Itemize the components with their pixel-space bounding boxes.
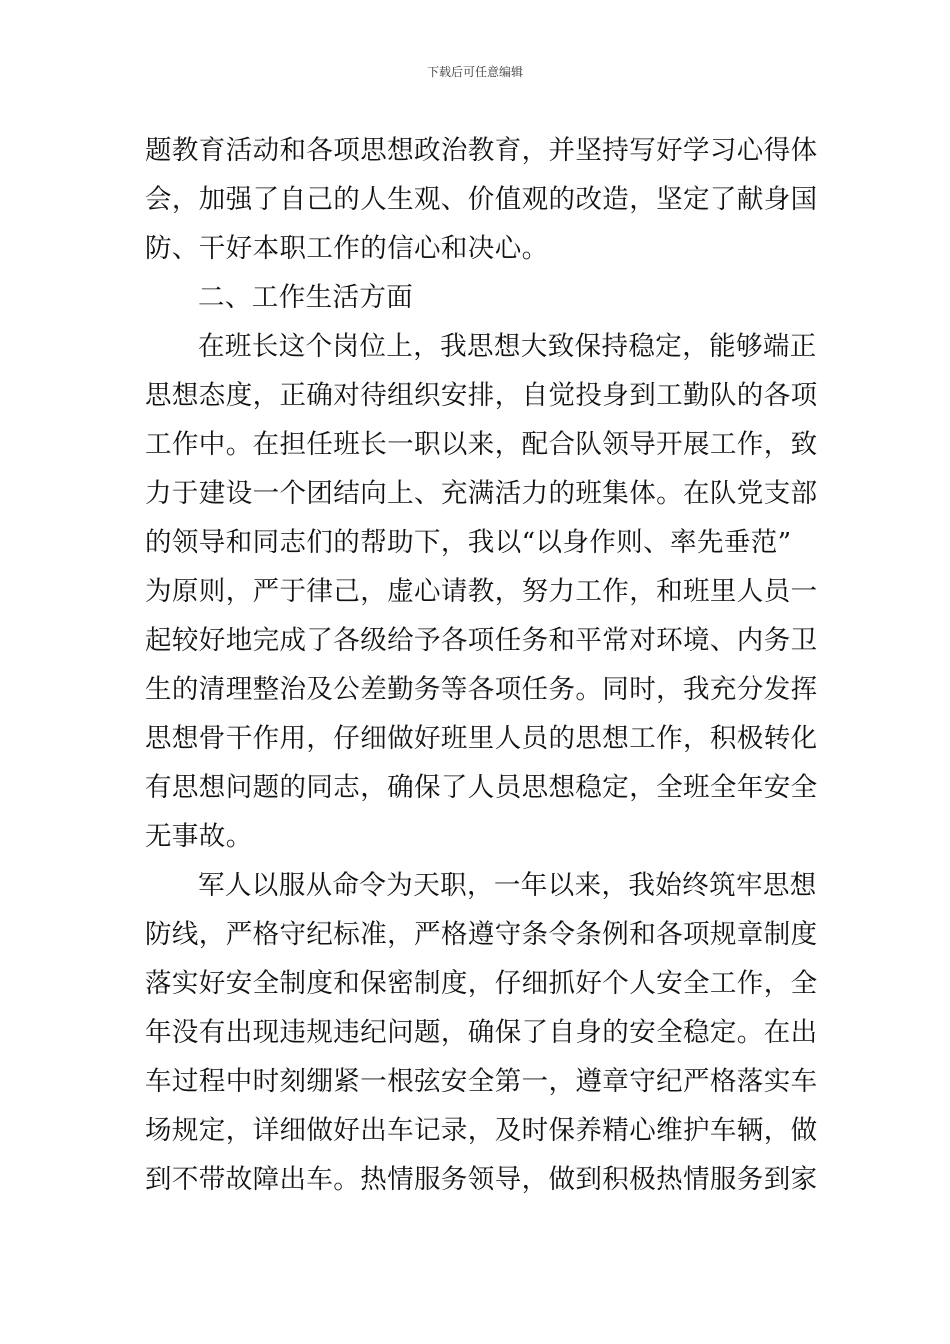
text-line: 题教育活动和各项思想政治教育，并坚持写好学习心得体 [145,135,818,166]
text-line: 有思想问题的同志，确保了人员思想稳定，全班全年安全 [145,772,818,803]
text-line: 落实好安全制度和保密制度，仔细抓好个人安全工作，全 [145,968,818,999]
text-line: 力于建设一个团结向上、充满活力的班集体。在队党支部 [145,478,818,509]
text-line: 会，加强了自己的人生观、价值观的改造，坚定了献身国 [145,184,818,215]
text-line: 场规定，详细做好出车记录，及时保养精心维护车辆，做 [145,1115,818,1146]
text-line: 思想态度，正确对待组织安排，自觉投身到工勤队的各项 [145,380,818,411]
text-line: 车过程中时刻绷紧一根弦安全第一，遵章守纪严格落实车 [145,1066,818,1097]
text-line: 思想骨干作用，仔细做好班里人员的思想工作，积极转化 [145,723,818,754]
text-line: 的领导和同志们的帮助下，我以“以身作则、率先垂范” [145,527,792,558]
text-line: 在班长这个岗位上，我思想大致保持稳定，能够端正 [198,331,817,362]
section-heading: 二、工作生活方面 [198,282,414,313]
text-line: 防线，严格守纪标准，严格遵守条令条例和各项规章制度 [145,919,818,950]
text-line: 生的清理整治及公差勤务等各项任务。同时，我充分发挥 [145,674,818,705]
text-line: 到不带故障出车。热情服务领导，做到积极热情服务到家 [145,1164,818,1195]
text-line: 起较好地完成了各级给予各项任务和平常对环境、内务卫 [145,625,818,656]
text-line: 为原则，严于律己，虚心请教，努力工作，和班里人员一 [145,576,818,607]
text-line: 年没有出现违规违纪问题，确保了自身的安全稳定。在出 [145,1017,818,1048]
text-line: 军人以服从命令为天职，一年以来，我始终筑牢思想 [198,870,817,901]
text-line: 无事故。 [145,821,253,852]
page-header: 下载后可任意编辑 [426,65,523,79]
text-line: 工作中。在担任班长一职以来，配合队领导开展工作，致 [145,429,818,460]
text-line: 防、干好本职工作的信心和决心。 [145,233,549,264]
document-body [145,126,818,1204]
